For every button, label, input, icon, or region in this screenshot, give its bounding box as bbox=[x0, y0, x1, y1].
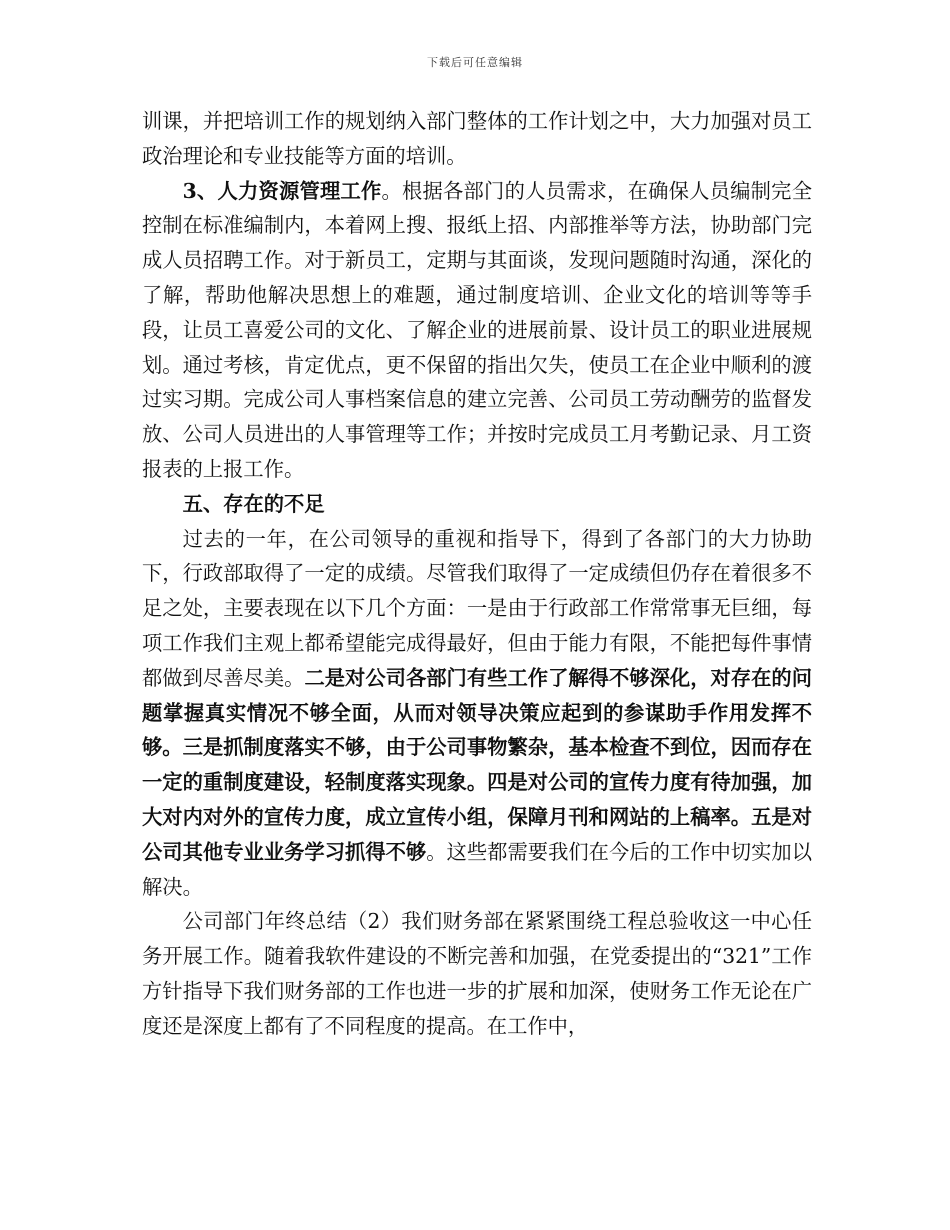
paragraph-tail: 。这些都需要我们在今后的工作中切实加以解决。 bbox=[142, 839, 812, 899]
paragraph-bold-lead: 3、人力资源管理工作 bbox=[182, 178, 382, 203]
page-header: 下载后可任意编辑 bbox=[427, 56, 523, 69]
paragraph-text: 。根据各部门的人员需求，在确保人员编制完全控制在标准编制内，本着网上搜、报纸上招、内部推举等方法，协助部门完成人员招聘工作。对于新员工，定期与其面谈，发现问题随时沟通，深化的了解，帮助他解决思想上的难题，通过制度培训、企业文化的培训等等手段，让员工喜爱公司的文化、了解企业的进展前景、设计员工的职业进展规划。通过考核，肯定优点，更不保留的指出欠失，使员工在企业中顺利的渡过实习期。完成公司人事档案信息的建立完善、公司员工劳动酬劳的监督发放、公司人员进出的人事管理等工作；并按时完成员工月考勤记录、月工资报表的上报工作。 bbox=[142, 178, 812, 481]
document-body bbox=[142, 104, 812, 1044]
paragraph-shortcomings bbox=[142, 522, 812, 905]
paragraph-finance-summary bbox=[142, 904, 812, 1043]
paragraph-bold-points: 二是对公司各部门有些工作了解得不够深化，对存在的问题掌握真实情况不够全面，从而对领导决策应起到的参谋助手作用发挥不够。三是抓制度落实不够，由于公司事物繁杂，基本检查不到位，因而存在一定的重制度建设，轻制度落实现象。四是对公司的宣传力度有待加强，加大对内对外的宣传力度，成立宣传小组，保障月刊和网站的上稿率。五是对公司其他专业业务学习抓得不够 bbox=[142, 665, 812, 864]
paragraph-training bbox=[142, 104, 812, 174]
section-heading-shortcomings bbox=[142, 487, 812, 522]
paragraph-text: 训课，并把培训工作的规划纳入部门整体的工作计划之中，大力加强对员工政治理论和专业技能等方面的培训。 bbox=[142, 109, 812, 168]
heading-text: 五、存在的不足 bbox=[182, 491, 325, 516]
paragraph-hr-management bbox=[142, 174, 812, 487]
paragraph-text: 过去的一年，在公司领导的重视和指导下，得到了各部门的大力协助下，行政部取得了一定的成绩。尽管我们取得了一定成绩但仍存在着很多不足之处，主要表现在以下几个方面：一是由于行政部工作常常事无巨细，每项工作我们主观上都希望能完成得最好，但由于能力有限，不能把每件事情都做到尽善尽美。 bbox=[142, 526, 812, 690]
paragraph-text: 公司部门年终总结（2）我们财务部在紧紧围绕工程总验收这一中心任务开展工作。随着我软件建设的不断完善和加强，在党委提出的“321”工作方针指导下我们财务部的工作也进一步的扩展和加深，使财务工作无论在广度还是深度上都有了不同程度的提高。在工作中， bbox=[142, 909, 812, 1038]
